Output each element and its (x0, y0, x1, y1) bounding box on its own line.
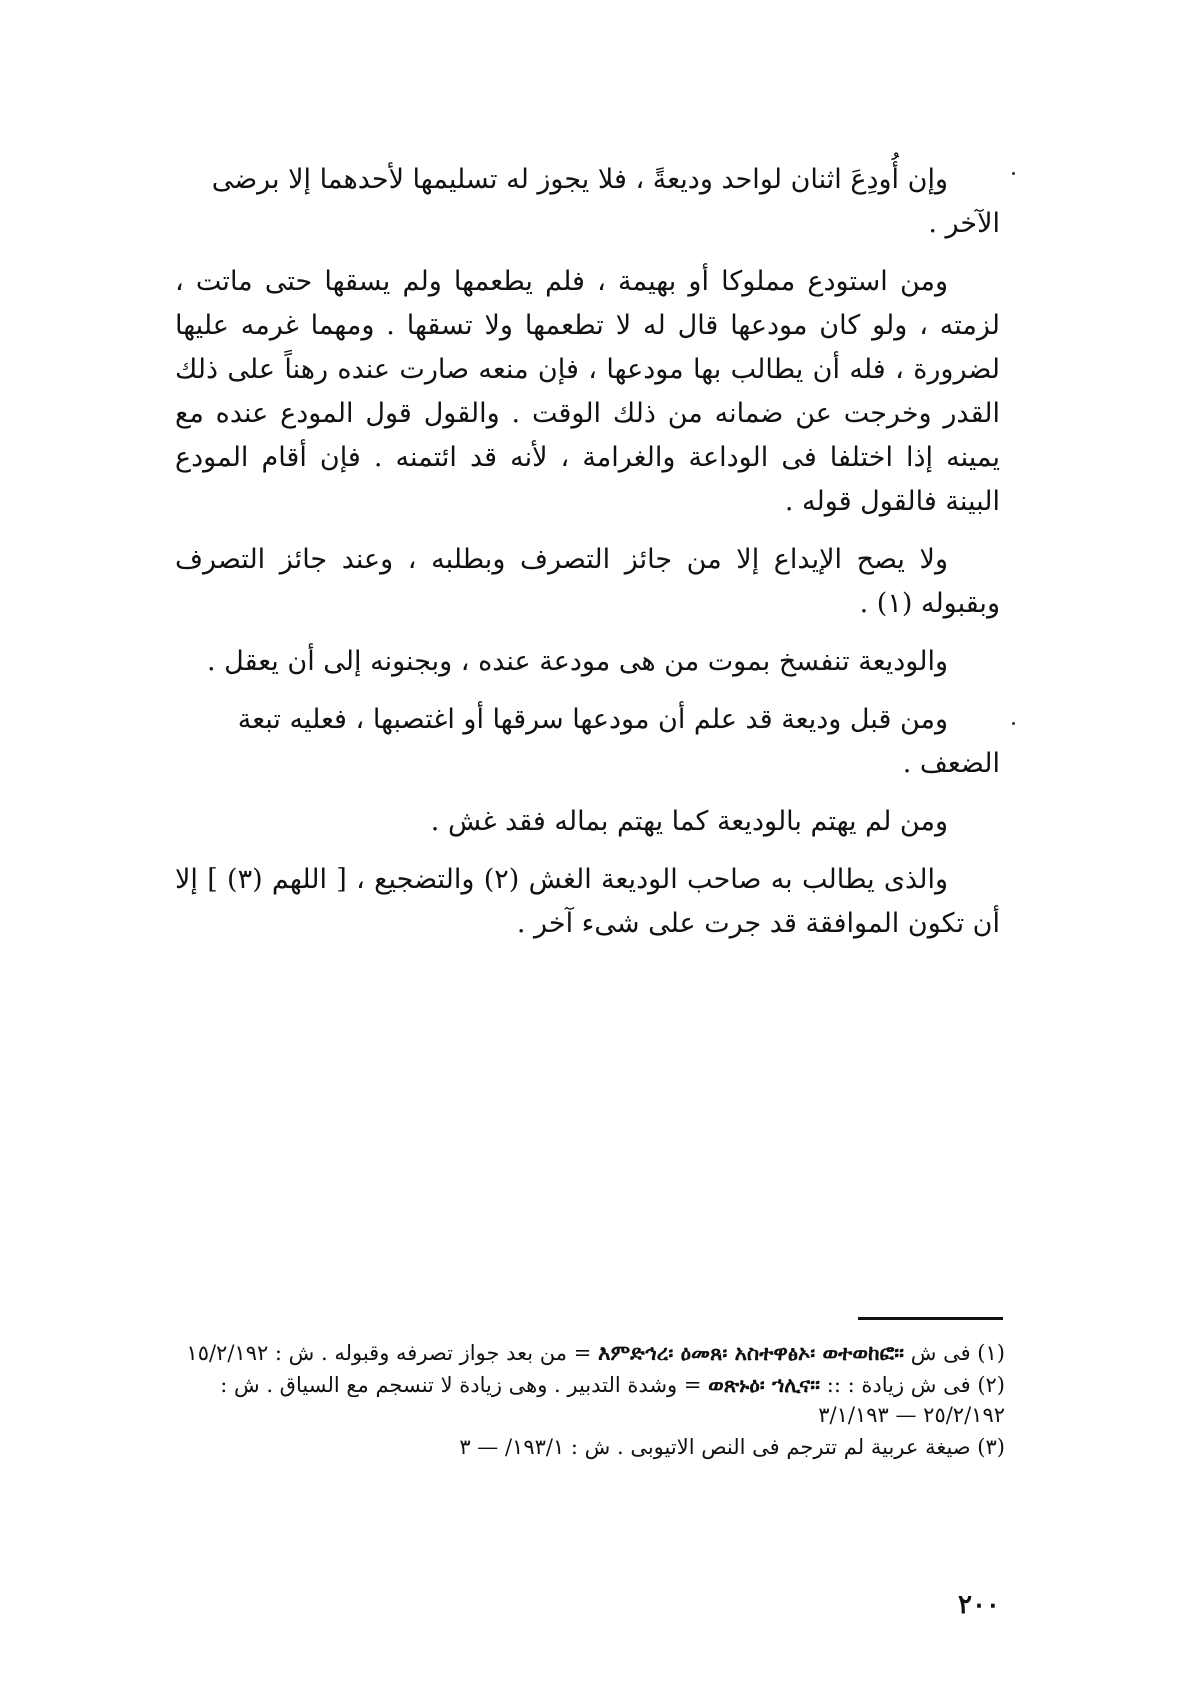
paragraph: ومن استودع مملوكا أو بهيمة ، فلم يطعمها ولم يسقها حتى ماتت ، لزمته ، ولو كان مودعها قال له لا تطعمها ولا تسقها . ومهما غرمه عليها لضرورة ، فله أن يطالب بها مودعها ، فإن منعه صارت عنده رهناً على ذلك القدر وخرجت عن ضمانه من ذلك الوقت . والقول قول المودع عنده مع يمينه إذا اختلفا فى الوداعة والغرامة ، لأنه قد ائتمنه . فإن أقام المودع البينة فالقول قوله . (175, 266, 1000, 517)
footnote-text: (٣) صيغة عربية لم تترجم فى النص الاتيوبى . ش : ١٩٣/١/ — ٣ (459, 1435, 1005, 1459)
scan-speck (1012, 172, 1015, 175)
ethiopic-text: እምድኅረ፡ ዕመጸ፡ አስተዋፅኦ፡ ወተወከፎ። (598, 1341, 905, 1365)
paragraph: وإن أُودِعَ اثنان لواحد وديعةً ، فلا يجوز له تسليمها لأحدهما إلا برضى الآخر . (211, 164, 1000, 239)
scan-speck (1012, 722, 1015, 725)
footnote (165, 1432, 1005, 1462)
footnote-text: = من بعد جواز تصرفه وقبوله . ش : ١٥/٢/١٩٢ (186, 1341, 592, 1365)
paragraph: ولا يصح الإيداع إلا من جائز التصرف وبطلبه ، وعند جائز التصرف وبقبوله (١) . (175, 544, 1000, 619)
main-text (175, 158, 1000, 960)
paragraph: والذى يطالب به صاحب الوديعة الغش (٢) والتضجيع ، [ اللهم (٣) ] إلا أن تكون الموافقة قد جرت على شىء آخر . (175, 864, 1000, 939)
footnote (165, 1370, 1005, 1430)
ethiopic-text: ወጽኑዕ፡ ኀሊና። (708, 1373, 821, 1397)
footnote (165, 1338, 1005, 1368)
paragraph: والوديعة تنفسخ بموت من هى مودعة عنده ، وبجنونه إلى أن يعقل . (207, 646, 948, 677)
footnote-marker: (١) فى ش (910, 1341, 1005, 1365)
page-number: ٢٠٠ (958, 1590, 1000, 1620)
paragraph: ومن قبل وديعة قد علم أن مودعها سرقها أو اغتصبها ، فعليه تبعة الضعف . (237, 704, 1000, 779)
footnote-text: = وشدة التدبير . وهى زيادة لا تنسجم مع السياق . ش : ٢٥/٢/١٩٢ — ٣/١/١٩٣ (220, 1373, 1005, 1427)
footnote-separator (858, 1317, 1003, 1320)
footnote-marker: (٢) فى ش زيادة : :: (826, 1373, 1005, 1397)
paragraph: ومن لم يهتم بالوديعة كما يهتم بماله فقد غش . (430, 806, 948, 837)
footnotes (165, 1338, 1005, 1464)
